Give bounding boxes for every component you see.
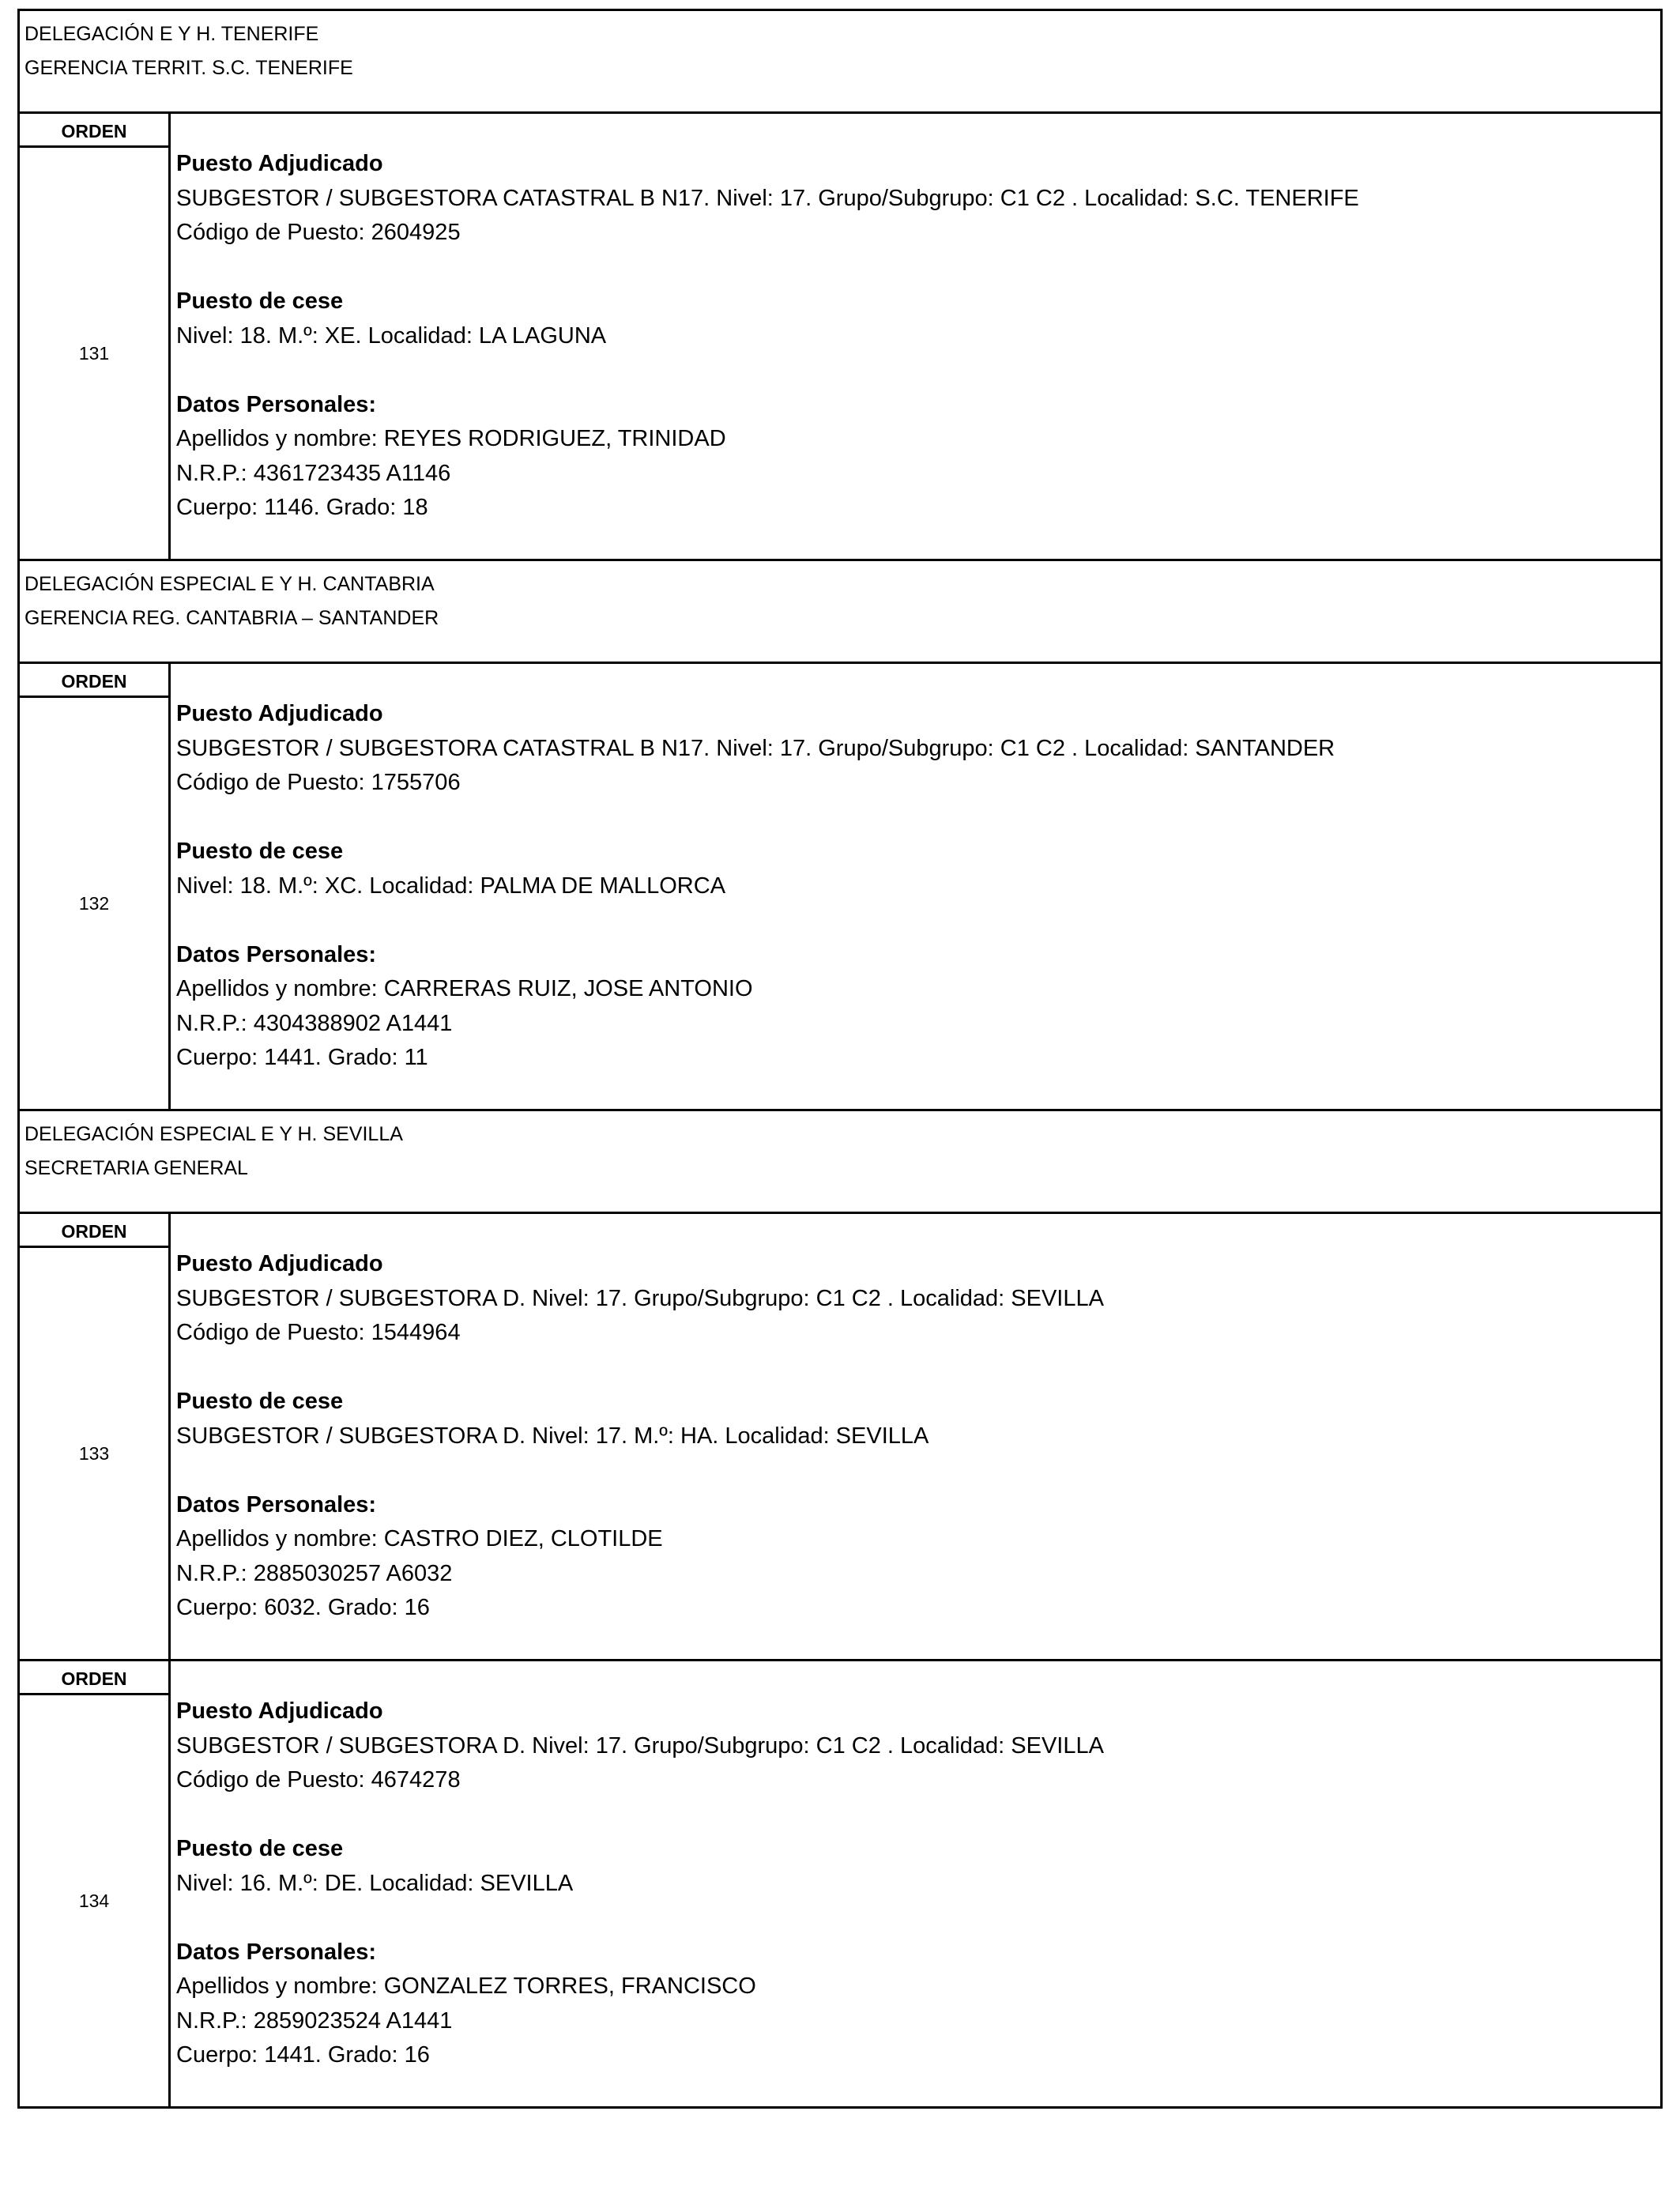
orden-column: [20, 114, 171, 559]
apellidos-nombre: Apellidos y nombre: CASTRO DIEZ, CLOTILDE: [176, 1526, 663, 1551]
orden-label: ORDEN: [20, 664, 168, 698]
resolution-table: [17, 9, 1663, 2109]
orden-number: 132: [78, 892, 110, 914]
section-header: [20, 11, 1660, 114]
gerencia-name: GERENCIA REG. CANTABRIA – SANTANDER: [24, 607, 439, 629]
entry-details: [171, 1661, 1660, 2106]
gerencia-name: SECRETARIA GENERAL: [24, 1157, 248, 1179]
delegacion-name: DELEGACIÓN ESPECIAL E Y H. SEVILLA: [24, 1123, 403, 1145]
cuerpo-grado: Cuerpo: 1441. Grado: 16: [176, 2042, 430, 2068]
orden-column: [20, 1661, 171, 2106]
orden-label: ORDEN: [20, 1214, 168, 1248]
datos-personales-title: Datos Personales:: [176, 391, 377, 417]
codigo-puesto: Código de Puesto: 2604925: [176, 220, 461, 245]
codigo-puesto: Código de Puesto: 1544964: [176, 1320, 461, 1345]
puesto-cese-title: Puesto de cese: [176, 1389, 344, 1414]
table-row: [20, 1661, 1660, 2106]
puesto-cese-title: Puesto de cese: [176, 839, 344, 864]
puesto-adjudicado-desc: SUBGESTOR / SUBGESTORA D. Nivel: 17. Grupo/Subgrupo: C1 C2 . Localidad: SEVILLA: [176, 1732, 1104, 1759]
table-row: [20, 1214, 1660, 1661]
nrp: N.R.P.: 4361723435 A1146: [176, 460, 451, 486]
cuerpo-grado: Cuerpo: 6032. Grado: 16: [176, 1595, 430, 1620]
cuerpo-grado: Cuerpo: 1146. Grado: 18: [176, 495, 428, 520]
puesto-adjudicado-title: Puesto Adjudicado: [176, 701, 383, 726]
codigo-puesto: Código de Puesto: 4674278: [176, 1767, 461, 1793]
codigo-puesto: Código de Puesto: 1755706: [176, 770, 461, 795]
puesto-adjudicado-desc: SUBGESTOR / SUBGESTORA CATASTRAL B N17. Nivel: 17. Grupo/Subgrupo: C1 C2 . Localidad: S.C. TENERIFE: [176, 185, 1359, 211]
puesto-adjudicado-title: Puesto Adjudicado: [176, 1251, 383, 1276]
puesto-cese-desc: SUBGESTOR / SUBGESTORA D. Nivel: 17. M.º: HA. Localidad: SEVILLA: [176, 1423, 929, 1449]
orden-label: ORDEN: [20, 114, 168, 148]
puesto-cese-desc: Nivel: 18. M.º: XE. Localidad: LA LAGUNA: [176, 322, 607, 349]
orden-number: 131: [78, 342, 110, 364]
section-header: [20, 1111, 1660, 1214]
puesto-cese-desc: Nivel: 18. M.º: XC. Localidad: PALMA DE MALLORCA: [176, 873, 726, 899]
puesto-cese-desc: Nivel: 16. M.º: DE. Localidad: SEVILLA: [176, 1870, 574, 1896]
puesto-adjudicado-title: Puesto Adjudicado: [176, 151, 383, 176]
puesto-adjudicado-title: Puesto Adjudicado: [176, 1698, 383, 1724]
cuerpo-grado: Cuerpo: 1441. Grado: 11: [176, 1045, 428, 1070]
nrp: N.R.P.: 2859023524 A1441: [176, 2007, 453, 2034]
table-row: [20, 664, 1660, 1111]
datos-personales-title: Datos Personales:: [176, 941, 377, 967]
delegacion-name: DELEGACIÓN E Y H. TENERIFE: [24, 23, 319, 45]
apellidos-nombre: Apellidos y nombre: REYES RODRIGUEZ, TRINIDAD: [176, 426, 726, 451]
puesto-adjudicado-desc: SUBGESTOR / SUBGESTORA CATASTRAL B N17. Nivel: 17. Grupo/Subgrupo: C1 C2 . Localidad: SANTANDER: [176, 735, 1335, 761]
table-row: [20, 114, 1660, 561]
entry-details: [171, 664, 1660, 1109]
nrp: N.R.P.: 2885030257 A6032: [176, 1560, 453, 1586]
orden-number: 134: [78, 1890, 110, 1911]
delegacion-name: DELEGACIÓN ESPECIAL E Y H. CANTABRIA: [24, 573, 435, 595]
datos-personales-title: Datos Personales:: [176, 1939, 377, 1965]
entry-details: [171, 114, 1660, 559]
orden-column: [20, 1214, 171, 1659]
nrp: N.R.P.: 4304388902 A1441: [176, 1010, 453, 1036]
datos-personales-title: Datos Personales:: [176, 1491, 377, 1517]
apellidos-nombre: Apellidos y nombre: CARRERAS RUIZ, JOSE ANTONIO: [176, 976, 753, 1001]
orden-number: 133: [78, 1442, 110, 1464]
puesto-cese-title: Puesto de cese: [176, 1836, 344, 1861]
apellidos-nombre: Apellidos y nombre: GONZALEZ TORRES, FRANCISCO: [176, 1973, 756, 1999]
orden-column: [20, 664, 171, 1109]
puesto-adjudicado-desc: SUBGESTOR / SUBGESTORA D. Nivel: 17. Grupo/Subgrupo: C1 C2 . Localidad: SEVILLA: [176, 1285, 1104, 1311]
orden-label: ORDEN: [20, 1661, 168, 1695]
section-header: [20, 561, 1660, 664]
puesto-cese-title: Puesto de cese: [176, 288, 344, 314]
gerencia-name: GERENCIA TERRIT. S.C. TENERIFE: [24, 57, 353, 79]
entry-details: [171, 1214, 1660, 1659]
